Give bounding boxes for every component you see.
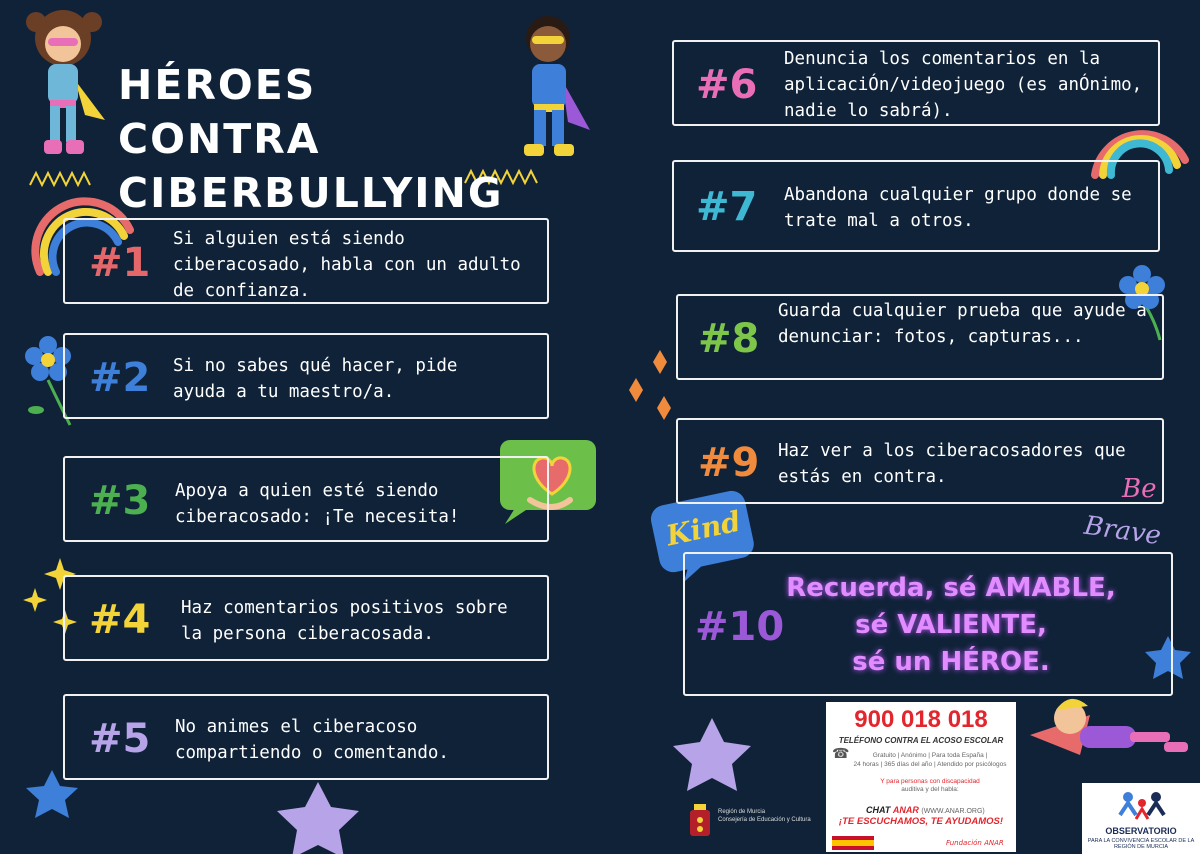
murcia-coat-of-arms-icon xyxy=(688,804,712,838)
tip-text: Guarda cualquier prueba que ayude a denunciar: fotos, capturas... xyxy=(778,301,1147,347)
tip-number: #4 xyxy=(89,597,151,643)
page-title xyxy=(118,58,518,220)
tip-text: Haz comentarios positivos sobre la persona ciberacosada. xyxy=(181,598,508,644)
observatorio-subtitle: PARA LA CONVIVENCIA ESCOLAR DE LA REGIÓN DE MURCIA xyxy=(1087,838,1195,850)
observatorio-logo xyxy=(1082,783,1200,854)
tip-card-1 xyxy=(63,218,549,304)
star-icon xyxy=(277,782,359,854)
tip-text: No animes el ciberacoso compartiendo o comentando. xyxy=(175,717,449,763)
tip-10-line1: Recuerda, sé AMABLE, xyxy=(786,573,1116,603)
be-sticker-text: Be xyxy=(1122,474,1157,504)
foundation-logo: Fundación ANAR xyxy=(946,839,1004,847)
hotline-info-2: 24 horas | 365 días del año | Atendido por psicólogos xyxy=(853,761,1007,768)
tip-text: Haz ver a los ciberacosadores que estás en contra. xyxy=(778,441,1126,487)
hotline-info-3: Y para personas con discapacidad xyxy=(880,778,980,785)
tip-number: #3 xyxy=(89,478,151,524)
tip-10-line2: sé VALIENTE, xyxy=(855,610,1047,640)
observatorio-title: OBSERVATORIO xyxy=(1105,826,1177,836)
hotline-number: 900 018 018 xyxy=(854,706,988,733)
flying-hero-illustration xyxy=(1030,699,1188,755)
hotline-info-4: auditiva y del habla: xyxy=(901,786,959,793)
tip-card-6 xyxy=(672,40,1160,126)
tip-card-5 xyxy=(63,694,549,780)
tip-card-10 xyxy=(683,552,1173,696)
tip-text: Si alguien está siendo ciberacosado, habla con un adulto de confianza. xyxy=(173,229,521,301)
star-icon xyxy=(673,718,751,791)
tip-text: Denuncia los comentarios en la aplicaciÓn/videojuego (es anÓnimo, nadie lo sabrá). xyxy=(784,49,1143,121)
tip-text: Si no sabes qué hacer, pide ayuda a tu maestro/a. xyxy=(173,356,458,402)
murcia-line1: Región de Murcia xyxy=(718,809,766,815)
tip-text: Abandona cualquier grupo donde se trate mal a otros. xyxy=(784,185,1132,231)
tip-card-7 xyxy=(672,160,1160,252)
tip-number: #10 xyxy=(695,604,785,650)
boy-hero-illustration xyxy=(524,16,590,156)
chat-url[interactable]: (WWW.ANAR.ORG) xyxy=(921,808,985,815)
tip-card-2 xyxy=(63,333,549,419)
zigzag-icon xyxy=(30,173,90,185)
tip-text: Apoya a quien esté siendo ciberacosado: ¡Te necesita! xyxy=(175,481,460,527)
tip-number: #9 xyxy=(698,440,760,486)
hotline-chat xyxy=(866,805,985,815)
tip-card-9 xyxy=(676,418,1164,504)
kind-sticker-text: Kind xyxy=(663,504,744,553)
tip-number: #2 xyxy=(89,355,151,401)
sparkle-icon xyxy=(629,350,671,420)
anar-hotline-box xyxy=(826,702,1016,852)
murcia-line2: Consejería de Educación y Cultura xyxy=(718,817,811,823)
girl-hero-illustration xyxy=(26,10,105,154)
tip-card-3 xyxy=(63,456,549,542)
brave-sticker-text: Brave xyxy=(1082,510,1163,552)
hotline-subtitle: TELÉFONO CONTRA EL ACOSO ESCOLAR xyxy=(838,736,1004,745)
murcia-logo-text xyxy=(718,808,811,824)
tip-number: #6 xyxy=(696,62,758,108)
tip-number: #5 xyxy=(89,716,151,762)
observatorio-figures-icon xyxy=(1116,789,1166,825)
tip-number: #8 xyxy=(698,316,760,362)
phone-icon: ☎ xyxy=(832,746,850,762)
page-title-line1: HÉROES CONTRA xyxy=(118,61,321,163)
tip-10-line3: sé un HÉROE. xyxy=(852,647,1050,677)
hotline-footer: ¡TE ESCUCHAMOS, TE AYUDAMOS! xyxy=(838,816,1004,827)
tip-number: #1 xyxy=(89,240,151,286)
chat-brand: ANAR xyxy=(892,805,919,815)
tip-card-8 xyxy=(676,294,1164,380)
tip-number: #7 xyxy=(696,184,758,230)
hotline-info-1: Gratuito | Anónimo | Para toda España | xyxy=(872,752,988,759)
spain-flag-stripe xyxy=(832,840,874,846)
page-title-line2: CIBERBULLYING xyxy=(118,169,504,217)
tip-card-4 xyxy=(63,575,549,661)
chat-label: CHAT xyxy=(866,805,891,815)
